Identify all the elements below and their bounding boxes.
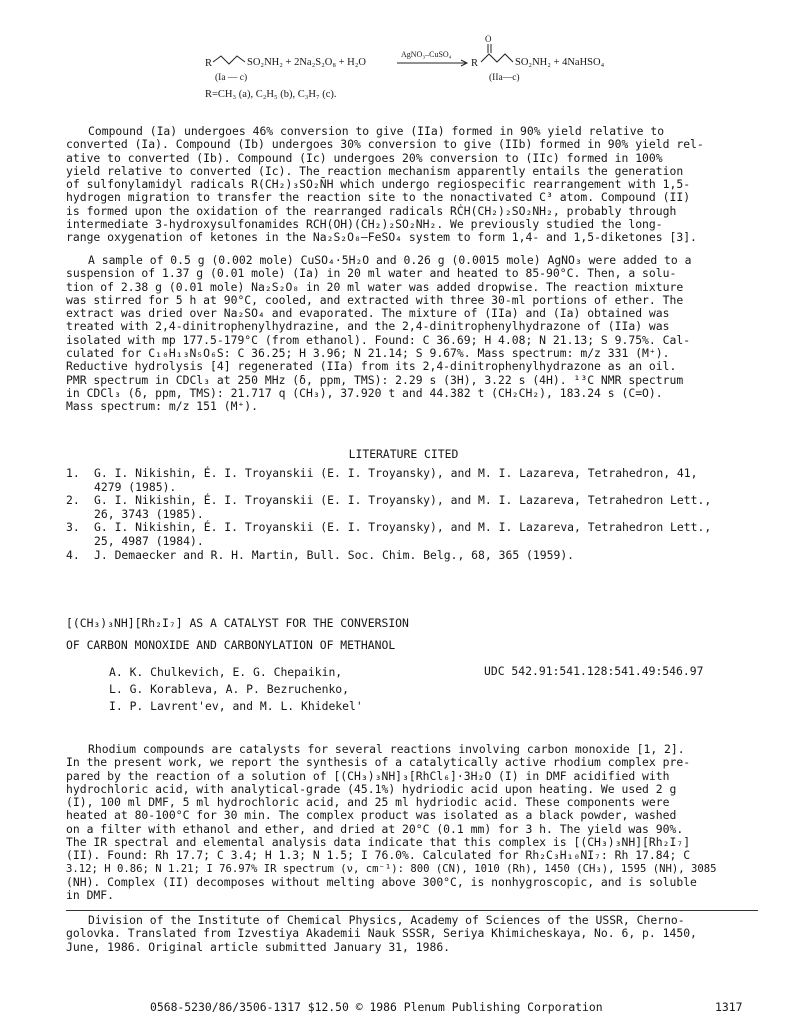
text-line: ative to converted (Ib). Compound (Ic) undergoes 20% conversion to (IIc) formed in 100%	[66, 150, 663, 165]
reactant-compound-label: (Ia — c)	[215, 73, 248, 83]
reference-number: 3.	[66, 520, 80, 535]
reference-list	[66, 467, 758, 562]
r-group-definitions: R=CH₃ (a), C₂H₅ (b), C₃H₇ (c).	[205, 89, 337, 100]
reference-text: J. Demaecker and R. H. Martin, Bull. Soc. Chim. Belg., 68, 365 (1959).	[94, 547, 575, 562]
text-line: tion of 2.38 g (0.01 mole) Na₂S₂O₈ in 20 ml water was added dropwise. The reaction mixture	[66, 279, 684, 294]
product-chain	[481, 54, 513, 62]
text-line: intermediate 3-hydroxysulfonamides RCH(OH)(CH₂)₂SO₂NH₂. We previously studied the long-	[66, 217, 663, 232]
footnote	[66, 914, 758, 954]
product-compound-label: (IIa—c)	[489, 73, 520, 83]
article-title-line: OF CARBON MONOXIDE AND CARBONYLATION OF METHANOL	[66, 638, 396, 652]
author-line: A. K. Chulkevich, E. G. Chepaikin,	[109, 665, 343, 679]
author-list	[109, 664, 363, 715]
reference-item	[66, 467, 758, 494]
reaction-scheme	[205, 34, 625, 106]
reference-item	[66, 494, 758, 521]
text-line: is formed upon the oxidation of the rearranged radicals RĊH(CH₂)₂SO₂NH₂, probably through	[66, 203, 677, 218]
footnote-divider	[66, 910, 758, 911]
text-line: extract was dried over Na₂SO₄ and evaporated. The mixture of (IIa) and (Ia) obtained was	[66, 306, 670, 321]
text-line: on a filter with ethanol and ether, and dried at 20°C (0.1 mm) for 3 h. The yield was 90%.	[66, 821, 684, 836]
literature-cited-heading: LITERATURE CITED	[348, 447, 459, 461]
text-line: Rhodium compounds are catalysts for several reactions involving carbon monoxide [1, 2].	[88, 742, 685, 756]
text-line: (II). Found: Rh 17.7; C 3.4; H 1.3; N 1.5; I 76.0%. Calculated for Rh₂C₃H₁₀NI₇: Rh 17.84; C	[66, 848, 691, 863]
results-paragraph	[66, 125, 758, 245]
text-line: culated for C₁₀H₁₃N₅O₆S: C 36.25; H 3.96; N 21.14; S 9.67%. Mass spectrum: m/z 331 (M⁺).	[66, 346, 670, 361]
text-line: (I), 100 ml DMF, 5 ml hydrochloric acid, and 25 ml hydriodic acid. These components were	[66, 795, 670, 810]
text-line: The IR spectral and elemental analysis data indicate that this complex is [(CH₃)₃NH][Rh₂I₇]	[66, 835, 691, 850]
text-line: (NH). Complex (II) decomposes without melting above 300°C, is nonhygroscopic, and is soluble	[66, 874, 697, 889]
reference-text: G. I. Nikishin, É. I. Troyanskii (E. I. Troyansky), and M. I. Lazareva, Tetrahedron Lett.,	[94, 493, 712, 508]
page-number: 1317	[715, 1000, 743, 1014]
reactant-formula: SO₂NH₂ + 2Na₂S₂O₈ + H₂O	[247, 57, 366, 68]
reference-text: G. I. Nikishin, É. I. Troyanskii (E. I. Troyansky), and M. I. Lazareva, Tetrahedron, 41,	[94, 466, 698, 480]
text-line: Reductive hydrolysis [4] regenerated (IIa) from its 2,4-dinitrophenylhydrazone as an oil.	[66, 359, 677, 374]
reactant-r-label: R	[205, 58, 213, 69]
reference-text: 26, 3743 (1985).	[94, 506, 204, 521]
footnote-line: June, 1986. Original article submitted January 31, 1986.	[66, 939, 451, 954]
text-line: yield relative to converted (Ic). The reaction mechanism apparently entails the generation	[66, 163, 684, 178]
text-line: range oxygenation of ketones in the Na₂S₂O₈–FeSO₄ system to form 1,4- and 1,5-diketones [3].	[66, 230, 697, 245]
reference-number: 4.	[66, 547, 80, 562]
text-line: hydrogen migration to transfer the reaction site to the nonactivated C³ atom. Compound (II)	[66, 190, 691, 205]
reference-number: 2.	[66, 493, 80, 508]
article-title-line: [(CH₃)₃NH][Rh₂I₇] AS A CATALYST FOR THE CONVERSION	[66, 616, 409, 630]
text-line: was stirred for 5 h at 90°C, cooled, and extracted with three 30-ml portions of ether. The	[66, 292, 684, 307]
text-line: pared by the reaction of a solution of [(CH₃)₃NH]₃[RhCl₆]·3H₂O (I) in DMF acidified with	[66, 768, 670, 783]
reactant-chain	[213, 56, 245, 64]
text-line: Compound (Ia) undergoes 46% conversion to give (IIa) formed in 90% yield relative to	[88, 124, 665, 138]
text-line: hydrochloric acid, with analytical-grade (45.1%) hydriodic acid upon heating. We used 2 g	[66, 781, 677, 796]
text-line: 3.12; H 0.86; N 1.21; I 76.97% IR spectrum (ν, cm⁻¹): 800 (CN), 1010 (Rh), 1450 (CH₃), 1595 (NH), 3085	[66, 862, 717, 875]
author-line: L. G. Korableva, A. P. Bezruchenko,	[109, 682, 350, 696]
reference-item	[66, 521, 758, 548]
footnote-line: Division of the Institute of Chemical Physics, Academy of Sciences of the USSR, Cherno-	[88, 913, 685, 927]
text-line: in CDCl₃ (δ, ppm, TMS): 21.717 q (CH₃), 37.920 t and 44.382 t (CH₂CH₂), 183.24 s (C=O).	[66, 385, 663, 400]
experimental-paragraph	[66, 254, 758, 414]
reaction-reagents: AgNO₃–CuSO₄	[401, 50, 452, 59]
text-line: isolated with mp 177.5-179°C (from ethanol). Found: C 36.69; H 4.08; N 21.13; S 9.75%. Cal-	[66, 332, 691, 347]
text-line: Mass spectrum: m/z 151 (M⁺).	[66, 399, 259, 414]
product-oxygen: O	[485, 34, 492, 44]
article-body-paragraph	[66, 743, 758, 903]
text-line: PMR spectrum in CDCl₃ at 250 MHz (δ, ppm, TMS): 2.29 s (3H), 3.22 s (4H). ¹³C NMR spectrum	[66, 372, 684, 387]
text-line: A sample of 0.5 g (0.002 mole) CuSO₄·5H₂O and 0.26 g (0.0015 mole) AgNO₃ were added to a	[88, 253, 692, 267]
reference-item	[66, 549, 758, 563]
footnote-line: golovka. Translated from Izvestiya Akademii Nauk SSSR, Seriya Khimicheskaya, No. 6, p. 1450,	[66, 926, 697, 941]
reference-text: G. I. Nikishin, É. I. Troyanskii (E. I. Troyansky), and M. I. Lazareva, Tetrahedron Lett.,	[94, 520, 712, 535]
text-line: treated with 2,4-dinitrophenylhydrazine, and the 2,4-dinitrophenylhydrazone of (IIa) was	[66, 319, 670, 334]
text-line: suspension of 1.37 g (0.01 mole) (Ia) in 20 ml water and heated to 85-90°C. Then, a solu-	[66, 266, 677, 281]
text-line: of sulfonylamidyl radicals R(CH₂)₃SO₂N̄H which undergo regiospecific rearrangement with 1,5-	[66, 177, 691, 192]
copyright-line: 0568-5230/86/3506-1317 $12.50 © 1986 Plenum Publishing Corporation	[150, 1000, 603, 1014]
udc-code: UDC 542.91:541.128:541.49:546.97	[484, 664, 704, 678]
reference-text: 25, 4987 (1984).	[94, 533, 204, 548]
text-line: heated at 80-100°C for 30 min. The complex product was isolated as a black powder, washed	[66, 808, 677, 823]
text-line: In the present work, we report the synthesis of a catalytically active rhodium complex pre-	[66, 755, 691, 770]
text-line: converted (Ia). Compound (Ib) undergoes 30% conversion to give (IIb) formed in 90% yield rel-	[66, 137, 704, 152]
reference-text: 4279 (1985).	[94, 479, 177, 494]
reference-number: 1.	[66, 466, 80, 480]
product-r-label: R	[471, 58, 479, 69]
product-formula: SO₂NH₂ + 4NaHSO₄	[515, 57, 605, 68]
text-line: in DMF.	[66, 888, 115, 903]
article-title	[66, 612, 409, 656]
author-line: I. P. Lavrent'ev, and M. L. Khidekel'	[109, 699, 363, 713]
